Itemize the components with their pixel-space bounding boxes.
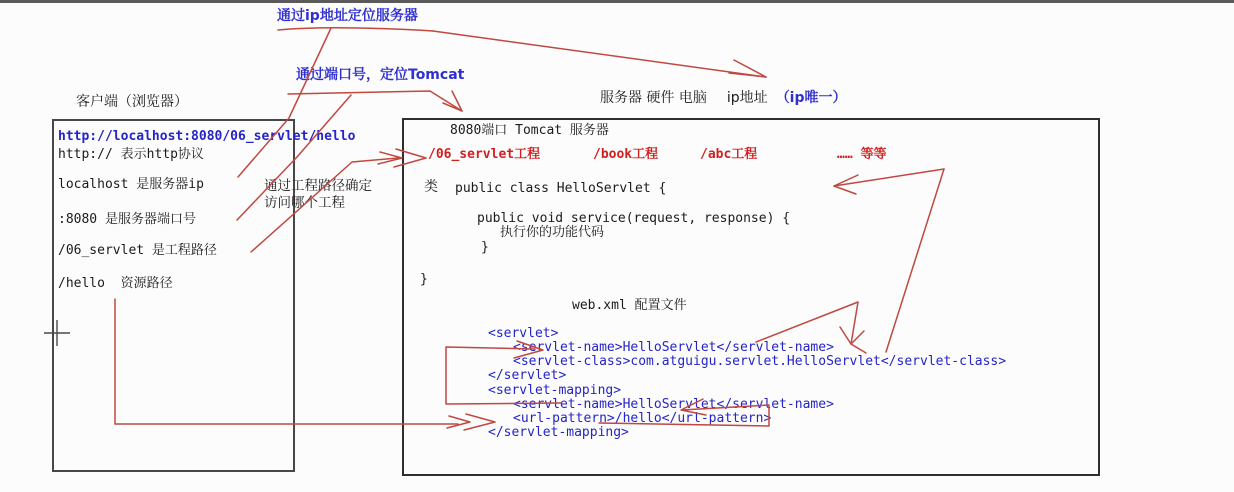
client-box [52,119,295,472]
client-line-hello: /hello 资源路径 [58,276,173,291]
annotation-locate-tomcat-by-port: 通过端口号，定位Tomcat [296,67,465,83]
project-etc: …… 等等 [837,147,887,162]
project-06-servlet: /06_servlet工程 [428,147,541,162]
webxml-mapping-open: <servlet-mapping> [488,383,622,398]
server-header-hardware: 服务器 硬件 电脑 [600,90,707,106]
client-line-project: /06_servlet 是工程路径 [58,243,217,258]
webxml-servlet-name-2: <servlet-name>HelloServlet</servlet-name> [513,397,834,412]
code-body-line: 执行你的功能代码 [500,225,605,240]
client-line-localhost: localhost 是服务器ip [58,177,204,192]
server-header-ip-unique: （ip唯一） [775,90,847,106]
code-inner-close: } [481,240,489,255]
webxml-mapping-close: </servlet-mapping> [488,425,629,440]
project-book: /book工程 [593,147,659,162]
class-label: 类 [424,179,438,195]
arrow-to-ip-head [729,60,766,77]
webxml-servlet-class: <servlet-class>com.atguigu.servlet.HelloServlet</servlet-class> [513,354,1007,369]
arrow-to-ip-line [433,31,766,77]
client-line-http: http:// 表示http协议 [58,147,204,162]
code-class-line: public class HelloServlet { [455,181,667,196]
annotation-locate-server-by-ip: 通过ip地址定位服务器 [277,8,418,24]
code-service-line: public void service(request, response) { [477,211,791,226]
server-header [600,91,847,106]
client-line-port: :8080 是服务器端口号 [58,212,196,227]
annotation-project-path-1: 通过工程路径确定 [264,178,372,194]
client-url: http://localhost:8080/06_servlet/hello [58,129,356,144]
arrow-port-to-tomcat-head [443,91,462,111]
webxml-url-pattern: <url-pattern>/hello</url-pattern> [513,411,772,426]
annotation-project-path-2: 访问哪个工程 [264,195,345,211]
server-header-ip: ip地址 [726,90,768,106]
webxml-title: web.xml 配置文件 [572,298,687,313]
code-outer-close: } [420,272,428,287]
ip-label-underline [278,28,433,31]
webxml-servlet-open: <servlet> [488,326,559,341]
window-top-edge [0,0,1234,3]
server-box-title: 8080端口 Tomcat 服务器 [450,123,609,138]
client-title: 客户端（浏览器） [76,94,188,110]
arrow-port-to-tomcat [288,91,462,111]
webxml-servlet-name-1: <servlet-name>HelloServlet</servlet-name> [513,340,834,355]
webxml-servlet-close: </servlet> [488,368,567,383]
project-abc: /abc工程 [700,147,758,162]
